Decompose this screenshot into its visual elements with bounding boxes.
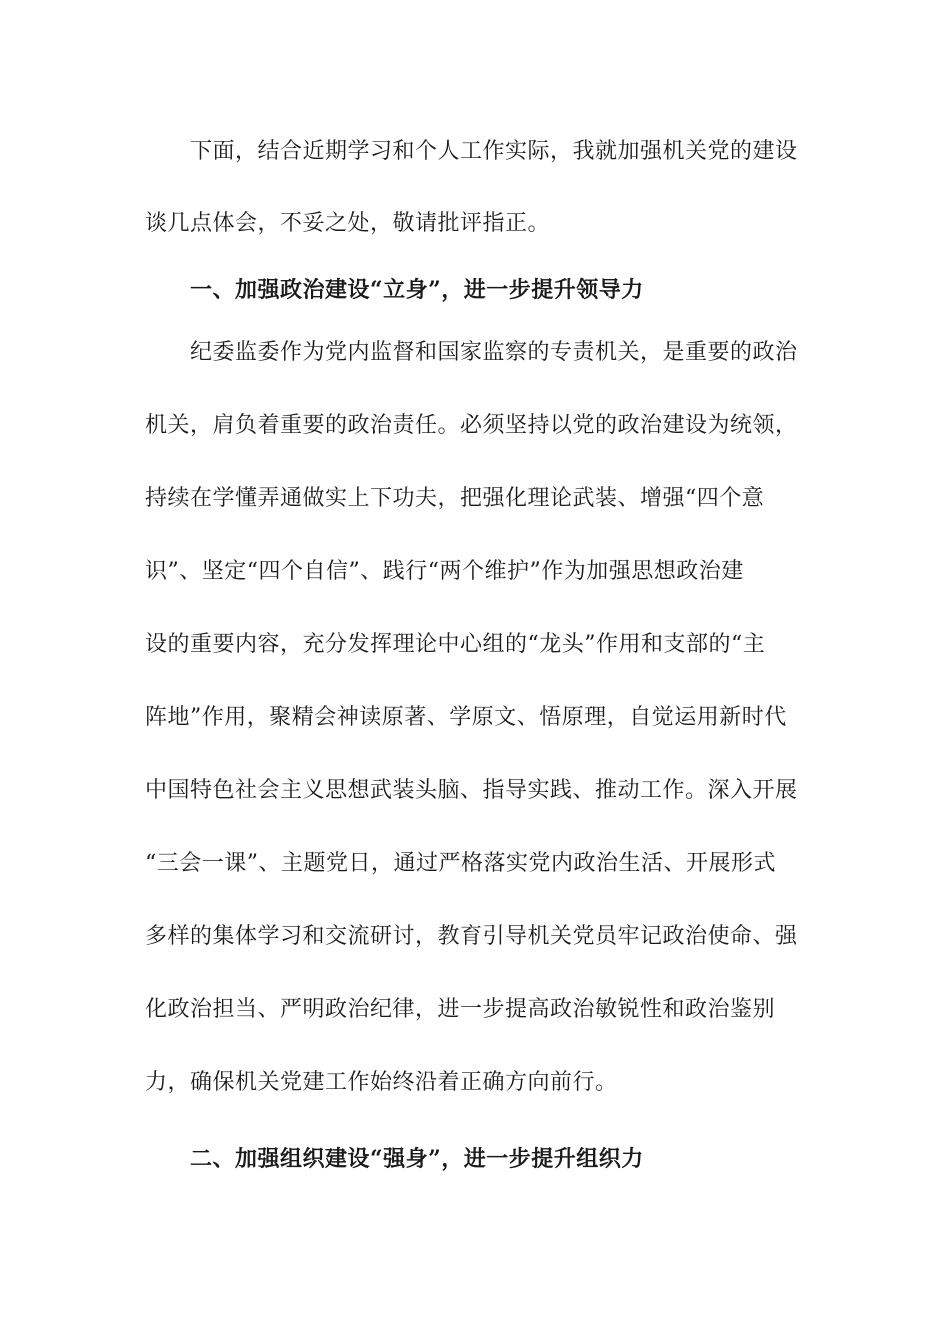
paragraph-line: 机关，肩负着重要的政治责任。必须坚持以党的政治建设为统领， — [145, 413, 798, 438]
paragraph-line: 力，确保机关党建工作始终沿着正确方向前行。 — [145, 1070, 618, 1095]
paragraph-line: 持续在学懂弄通做实上下功夫，把强化理论武装、增强“四个意 — [145, 486, 765, 511]
paragraph-line: 纪委监委作为党内监督和国家监察的专责机关，是重要的政治 — [190, 340, 798, 365]
paragraph-line: 阵地”作用，聚精会神读原著、学原文、悟原理，自觉运用新时代 — [145, 705, 787, 730]
paragraph-line: “三会一课”、主题党日，通过严格落实党内政治生活、开展形式 — [145, 851, 776, 876]
paragraph-line: 化政治担当、严明政治纪律，进一步提高政治敏锐性和政治鉴别 — [145, 997, 776, 1022]
paragraph-line: 识”、坚定“四个自信”、践行“两个维护”作为加强思想政治建 — [145, 559, 744, 584]
section-heading: 一、加强政治建设“立身”，进一步提升领导力 — [190, 277, 644, 303]
paragraph-line: 下面，结合近期学习和个人工作实际，我就加强机关党的建设 — [190, 139, 798, 164]
section-heading: 二、加强组织建设“强身”，进一步提升组织力 — [190, 1146, 644, 1172]
paragraph-line: 谈几点体会，不妥之处，敬请批评指正。 — [145, 211, 551, 236]
paragraph-line: 中国特色社会主义思想武装头脑、指导实践、推动工作。深入开展 — [145, 778, 798, 803]
paragraph-line: 多样的集体学习和交流研讨，教育引导机关党员牢记政治使命、强 — [145, 924, 798, 949]
paragraph-line: 设的重要内容，充分发挥理论中心组的“龙头”作用和支部的“主 — [145, 632, 766, 657]
